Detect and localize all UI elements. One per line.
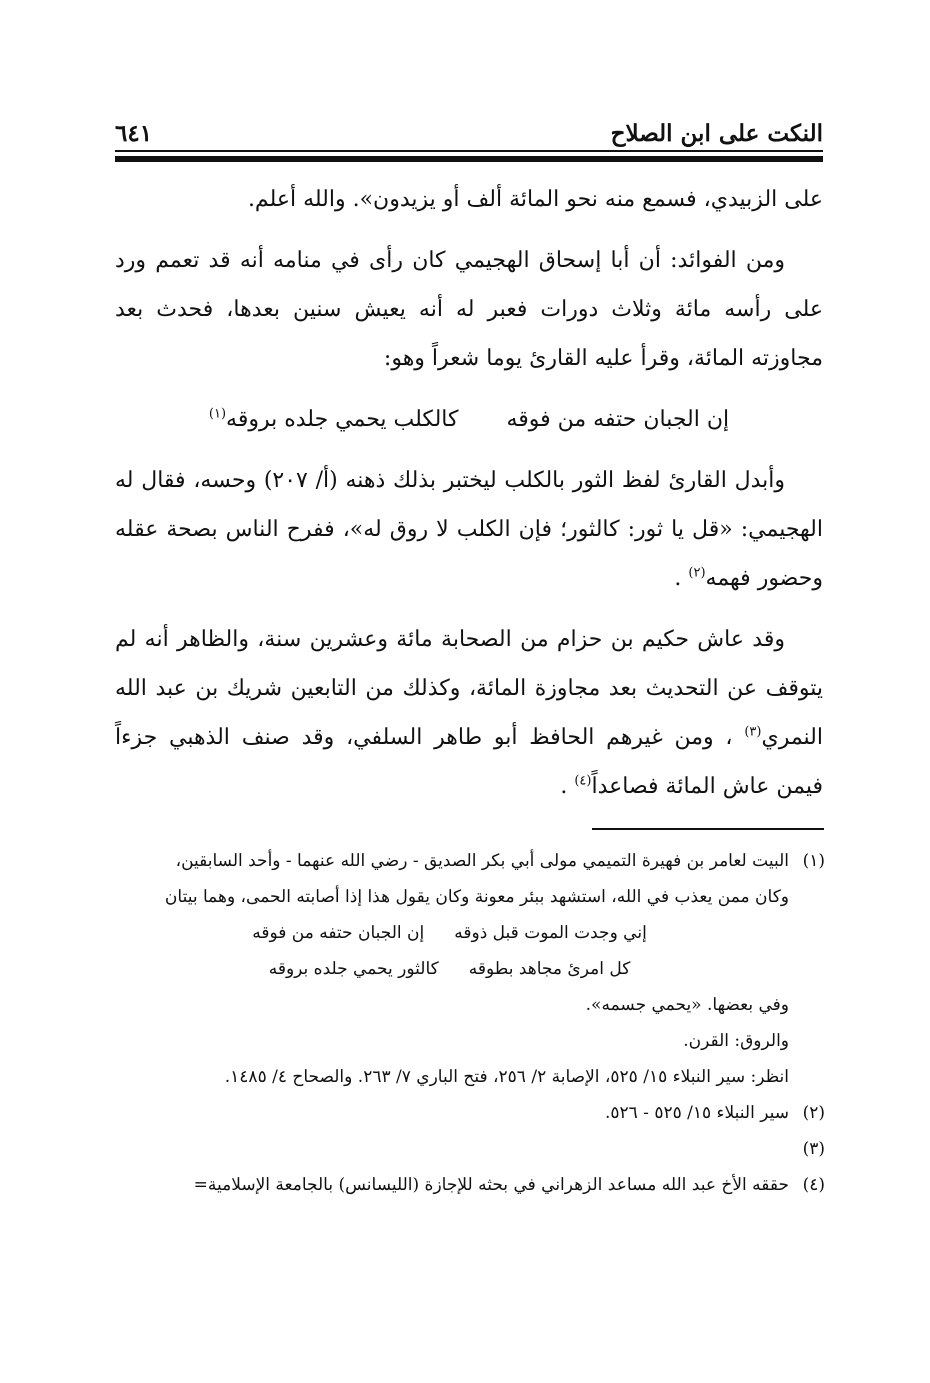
footnote-number: (١) [802,851,825,871]
page-number: ٦٤١ [115,120,153,147]
footnote-3 [110,1131,825,1167]
footnote-verse-hemistich: إن الجبان حتفه من فوقه [252,923,425,943]
footnote-text [110,1131,789,1167]
footnote-ref-4: (٤) [574,773,592,789]
paragraph-4-text-b: ، ومن غيرهم الحافظ أبو طاهر السلفي، وقد صنف الذهبي جزءاً فيمن عاش المائة فصاعداً [115,725,823,799]
footnote-verse-hemistich: كالثور يحمي جلده بروقه [268,959,439,979]
footnote-ref-2: (٢) [688,565,706,581]
verse-line [115,395,823,444]
footnote-verse-2 [110,951,825,987]
header-rule-thin [115,150,823,152]
footnote-2 [110,1095,825,1131]
verse-hemistich-second [209,395,459,444]
paragraph-4 [115,615,823,811]
paragraph-3 [115,456,823,603]
main-text [115,175,823,823]
running-title: النكت على ابن الصلاح [610,120,823,147]
page-header [115,118,823,158]
footnote-verse-hemistich: إني وجدت الموت قبل ذوقه [454,923,647,943]
footnote-text: حققه الأخ عبد الله مساعد الزهراني في بحثه للإجازة (الليسانس) بالجامعة الإسلامية= [193,1175,789,1195]
footnote-number: (٤) [802,1175,825,1195]
paragraph-2: ومن الفوائد: أن أبا إسحاق الهجيمي كان رأى في منامه أنه قد تعمم ورد على رأسه مائة وثلاث دورات فعبر له أنه يعيش سنين بعدها، فحدث بعد مجاوزته المائة، وقرأ عليه القارئ يوما شعراً وهو: [115,248,823,371]
footnote-number: (٢) [802,1103,825,1123]
paragraph-4-text-a: وقد عاش حكيم بن حزام من الصحابة مائة وعشرين سنة، والظاهر أنه لم يتوقف عن التحديث بعد مجاوزة المائة، وكذلك من التابعين شريك بن عبد الله النمري [115,627,823,750]
verse-hemistich-second-text: كالكلب يحمي جلده بروقه [226,407,459,432]
verse-hemistich-first: إن الجبان حتفه من فوقه [506,407,730,432]
paragraph-4-end: . [560,774,575,799]
footnote-1-line-3: وفي بعضها. «يحمي جسمه». [585,995,789,1015]
footnote-ref-1: (١) [208,406,227,422]
paragraph-3-end: . [674,566,689,591]
footnote-text: البيت لعامر بن فهيرة التميمي مولى أبي بكر الصديق - رضي الله عنهما - وأحد السابقين، [175,851,789,871]
footnote-verse-1 [110,915,825,951]
paragraph-1: على الزبيدي، فسمع منه نحو المائة ألف أو يزيدون». والله أعلم. [247,187,823,212]
footnote-ref-3: (٣) [744,724,762,740]
footnote-1-line-4: والروق: القرن. [683,1031,789,1051]
footnote-1-line-5: انظر: سير النبلاء ١٥/ ٥٢٥، الإصابة ٢/ ٢٥٦، فتح الباري ٧/ ٢٦٣. والصحاح ٤/ ١٤٨٥. [224,1067,789,1087]
footnotes [110,843,825,1203]
footnote-4 [110,1167,825,1203]
footnote-separator [592,828,824,830]
footnote-verse-hemistich: كل امرئ مجاهد بطوقه [468,959,631,979]
paragraph-3-text: وأبدل القارئ لفظ الثور بالكلب ليختبر بذلك ذهنه (أ/ ٢٠٧) وحسه، فقال له الهجيمي: «قل يا ثور: كالثور؛ فإن الكلب لا روق له»، ففرح الناس بصحة عقله وحضور فهمه [115,468,823,591]
footnote-1 [110,843,825,879]
footnote-number: (٣) [802,1139,825,1159]
footnote-1-line-2: وكان ممن يعذب في الله، استشهد ببئر معونة وكان يقول هذا إذا أصابته الحمى، وهما بيتان [164,887,789,907]
header-rule-thick [115,156,823,162]
footnote-text: سير النبلاء ١٥/ ٥٢٥ - ٥٢٦. [604,1103,789,1123]
